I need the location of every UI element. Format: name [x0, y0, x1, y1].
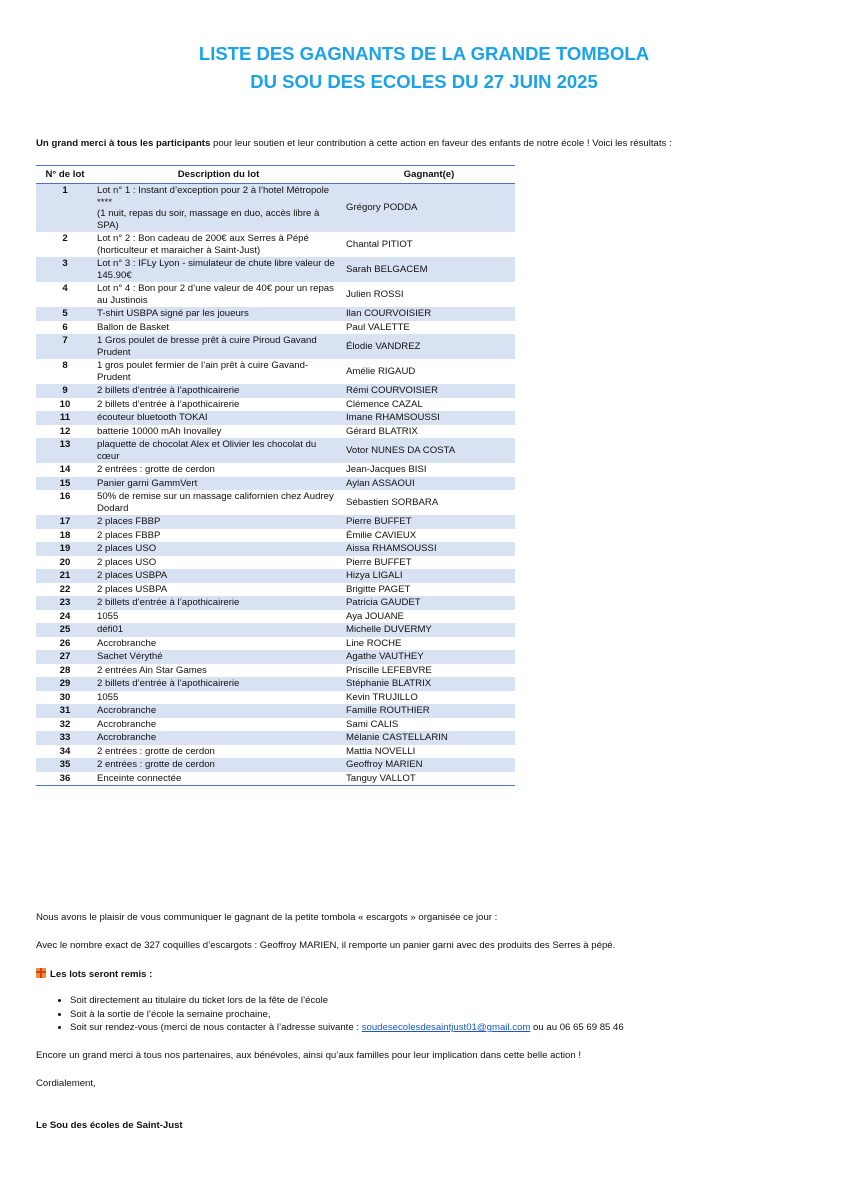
lot-description-cell: Ballon de Basket: [97, 321, 169, 333]
table-row: [36, 184, 515, 233]
lot-number-cell: 10: [59, 398, 71, 410]
winner-cell: Gérard BLATRIX: [346, 425, 418, 437]
winner-cell: Jean-Jacques BISI: [346, 464, 427, 475]
lot-description-cell: 2 billets d’entrée à l’apothicairerie: [97, 398, 240, 410]
lot-number-cell: 22: [59, 583, 71, 595]
winner-cell: Julien ROSSI: [346, 288, 404, 300]
winner-cell: Line ROCHE: [346, 637, 402, 649]
table-row: [36, 569, 515, 583]
lot-number-cell: 13: [36, 438, 94, 463]
lot-description-cell: T-shirt USBPA signé par les joueurs: [94, 307, 343, 321]
table-row: [36, 398, 515, 412]
lot-number-cell: 15: [36, 477, 94, 491]
winner-cell: Michelle DUVERMY: [343, 623, 515, 637]
lot-description-cell: Accrobranche: [94, 704, 343, 718]
winner-cell: Élodie VANDREZ: [343, 334, 515, 359]
table-row: [36, 334, 515, 359]
lot-number-cell: 36: [59, 772, 71, 784]
winner-cell: Aylan ASSAOUI: [343, 477, 515, 491]
lot-number-cell: 19: [36, 542, 94, 556]
winner-cell: Grégory PODDA: [343, 184, 515, 233]
winner-cell: Sami CALIS: [346, 718, 399, 730]
table-row: [36, 583, 515, 597]
table-row: [36, 515, 515, 529]
winner-cell: Imane RHAMSOUSSI: [343, 411, 515, 425]
table-row: [36, 384, 515, 398]
table-row: [36, 257, 515, 282]
winner-cell: Émilie CAVIEUX: [346, 529, 417, 541]
header-description: Description du lot: [94, 166, 343, 184]
lot-number-cell: 6: [62, 321, 68, 333]
winner-cell: Mélanie CASTELLARIN: [343, 731, 515, 745]
table-row: [36, 359, 515, 384]
winner-cell: Patricia GAUDET: [343, 596, 515, 610]
table-row: [36, 745, 515, 759]
lot-number-cell: 28: [59, 664, 71, 676]
winner-cell: Tanguy VALLOT: [346, 772, 416, 784]
signature: Le Sou des écoles de Saint-Just: [36, 1120, 183, 1131]
lot-description-cell: 2 entrées : grotte de cerdon: [94, 758, 343, 772]
table-row: [36, 438, 515, 463]
lot-description-cell: Accrobranche: [94, 731, 343, 745]
lot-description-cell: Lot n° 4 : Bon pour 2 d’une valeur de 40€ pour un repas au Justinois: [97, 283, 334, 306]
intro-rest: pour leur soutien et leur contribution à cette action en faveur des enfants de notre école ! Voici les résultats :: [210, 138, 672, 149]
lot-number-cell: 26: [59, 637, 71, 649]
table-row: [36, 731, 515, 745]
lot-description-cell: 2 places USBPA: [97, 583, 168, 595]
lot-number-cell: 18: [59, 529, 71, 541]
winners-table: [36, 165, 515, 786]
table-row: [36, 650, 515, 664]
lot-description-cell: 2 billets d’entrée à l’apothicairerie: [94, 677, 343, 691]
winner-cell: Brigitte PAGET: [346, 583, 411, 595]
lot-number-cell: 27: [36, 650, 94, 664]
lot-description-cell: 2 places USO: [97, 556, 157, 568]
table-row: [36, 623, 515, 637]
winner-cell: Chantal PITIOT: [346, 238, 413, 250]
lot-description-cell: 2 billets d’entrée à l’apothicairerie: [94, 596, 343, 610]
table-row: [36, 425, 515, 439]
lot-number-cell: 21: [36, 569, 94, 583]
lot-number-cell: 16: [59, 491, 71, 502]
title-line-1: LISTE DES GAGNANTS DE LA GRANDE TOMBOLA: [198, 43, 650, 64]
page-title: [0, 40, 848, 96]
table-row: [36, 704, 515, 718]
lot-number-cell: 3: [36, 257, 94, 282]
lot-number-cell: 35: [36, 758, 94, 772]
lot-description-cell: batterie 10000 mAh Inovalley: [97, 425, 222, 437]
lot-number-cell: 2: [62, 233, 68, 244]
winner-cell: Sarah BELGACEM: [343, 257, 515, 282]
remise-heading-label: Les lots seront remis :: [50, 969, 153, 980]
petite-tombola-text: Nous avons le plaisir de vous communiquer le gagnant de la petite tombola « escargots » organisée ce jour :: [36, 912, 498, 923]
lot-description-cell: 50% de remise sur un massage californien chez Audrey Dodard: [97, 491, 334, 514]
lot-number-cell: 25: [36, 623, 94, 637]
lot-number-cell: 29: [36, 677, 94, 691]
table-row: [36, 664, 515, 678]
table-row: [36, 307, 515, 321]
lot-description-cell: 2 places USO: [94, 542, 343, 556]
lot-number-cell: 34: [59, 745, 71, 757]
escargots-result-text: Avec le nombre exact de 327 coquilles d’escargots : Geoffroy MARIEN, il remporte un panier garni avec des produits des Serres à pépé.: [36, 940, 616, 951]
table-row: [36, 232, 515, 257]
lot-description-cell: 2 entrées Ain Star Games: [97, 664, 207, 676]
contact-prefix: Soit sur rendez-vous (merci de nous contacter à l’adresse suivante :: [70, 1022, 362, 1033]
table-row: [36, 411, 515, 425]
lot-number-cell: 17: [36, 515, 94, 529]
remise-list: [36, 994, 624, 1035]
lot-description-cell: Panier garni GammVert: [94, 477, 343, 491]
winner-cell: Rémi COURVOISIER: [343, 384, 515, 398]
lot-number-cell: 5: [36, 307, 94, 321]
lot-description-cell: Lot n° 3 : IFLy Lyon - simulateur de chute libre valeur de 145.90€: [94, 257, 343, 282]
lot-description-cell: Enceinte connectée: [97, 772, 182, 784]
winner-cell: Sébastien SORBARA: [346, 496, 439, 508]
table-row: [36, 758, 515, 772]
email-link[interactable]: soudesecolesdesaintjust01@gmail.com: [361, 1022, 531, 1033]
lot-description-cell: 2 places FBBP: [97, 529, 161, 541]
header-lot-number: N° de lot: [36, 166, 94, 184]
header-winner: Gagnant(e): [343, 166, 515, 184]
lot-number-cell: 24: [59, 610, 71, 622]
intro-bold: Un grand merci à tous les participants: [36, 138, 211, 149]
winner-cell: Votor NUNES DA COSTA: [343, 438, 515, 463]
table-row: [36, 556, 515, 570]
intro-paragraph: [36, 138, 816, 150]
lot-description-cell: Accrobranche: [97, 637, 157, 649]
lot-number-cell: 11: [36, 411, 94, 425]
winner-cell: Pierre BUFFET: [346, 556, 412, 568]
lot-description-cell: 2 billets d’entrée à l’apothicairerie: [94, 384, 343, 398]
winner-cell: Paul VALETTE: [346, 321, 410, 333]
lot-number-cell: 4: [62, 283, 68, 294]
lot-number-cell: 1: [36, 184, 94, 233]
table-row: [36, 677, 515, 691]
lot-number-cell: 14: [59, 464, 71, 475]
lot-description-cell: 1055: [97, 691, 119, 703]
winner-cell: Clémence CAZAL: [346, 398, 423, 410]
table-row: [36, 477, 515, 491]
table-row: [36, 596, 515, 610]
winner-cell: Mattia NOVELLI: [346, 745, 416, 757]
lot-number-cell: 30: [59, 691, 71, 703]
table-row: [36, 542, 515, 556]
table-row: [36, 321, 515, 335]
table-row: [36, 282, 515, 307]
lot-description-cell: 1055: [97, 610, 119, 622]
lot-number-cell: 8: [62, 360, 68, 371]
table-row: [36, 772, 515, 786]
lot-number-cell: 32: [59, 718, 71, 730]
lot-description-cell: 2 entrées : grotte de cerdon: [97, 745, 215, 757]
lot-number-cell: 7: [36, 334, 94, 359]
table-body: [36, 184, 515, 786]
table-row: [36, 490, 515, 515]
winner-cell: Amélie RIGAUD: [346, 365, 416, 377]
lot-number-cell: 33: [36, 731, 94, 745]
lot-description-cell: 1 gros poulet fermier de l’ain prêt à cuire Gavand-Prudent: [97, 360, 309, 383]
lot-description-cell: Accrobranche: [97, 718, 157, 730]
winner-cell: Famille ROUTHIER: [343, 704, 515, 718]
winner-cell: Stéphanie BLATRIX: [343, 677, 515, 691]
table-row: [36, 718, 515, 732]
gift-icon: [36, 968, 46, 978]
lot-number-cell: 31: [36, 704, 94, 718]
table-row: [36, 610, 515, 624]
winner-cell: Kevin TRUJILLO: [346, 691, 418, 703]
lot-description-cell: plaquette de chocolat Alex et Olivier les chocolat du cœur: [94, 438, 343, 463]
lot-description-cell: écouteur bluetooth TOKAI: [94, 411, 343, 425]
list-item: • Soit directement au titulaire du ticket lors de la fête de l’école: [70, 994, 624, 1008]
table-row: [36, 691, 515, 705]
table-row: [36, 463, 515, 477]
list-item: • Soit à la sortie de l’école la semaine prochaine,: [70, 1008, 624, 1022]
winner-cell: Pierre BUFFET: [343, 515, 515, 529]
winner-cell: Geoffroy MARIEN: [343, 758, 515, 772]
lot-description-cell: 2 places USBPA: [94, 569, 343, 583]
title-line-2: DU SOU DES ECOLES DU 27 JUIN 2025: [250, 71, 598, 92]
lot-description-cell: Lot n° 1 : Instant d’exception pour 2 à l’hotel Métropole **** (1 nuit, repas du soir, massage en duo, accès libre à SPA): [94, 184, 343, 233]
winner-cell: Ilan COURVOISIER: [343, 307, 515, 321]
lot-number-cell: 20: [59, 556, 71, 568]
contact-suffix: ou au 06 65 69 85 46: [530, 1022, 624, 1033]
lot-number-cell: 12: [59, 425, 71, 437]
list-item: [70, 1021, 624, 1035]
lot-description-cell: Lot n° 2 : Bon cadeau de 200€ aux Serres à Pépé (horticulteur et maraicher à Saint-Just): [97, 233, 309, 256]
winner-cell: Aissa RHAMSOUSSI: [343, 542, 515, 556]
closing-text: Cordialement,: [36, 1078, 96, 1089]
remise-heading: [36, 968, 826, 981]
winner-cell: Aya JOUANE: [346, 610, 404, 622]
lot-description-cell: 2 entrées : grotte de cerdon: [97, 464, 215, 475]
winner-cell: Hizya LIGALI: [343, 569, 515, 583]
lot-description-cell: Sachet Vérythé: [94, 650, 343, 664]
lot-number-cell: 23: [36, 596, 94, 610]
lot-description-cell: 1 Gros poulet de bresse prêt à cuire Piroud Gavand Prudent: [94, 334, 343, 359]
lot-number-cell: 9: [36, 384, 94, 398]
table-row: [36, 529, 515, 543]
table-row: [36, 637, 515, 651]
winner-cell: Priscille LEFEBVRE: [346, 664, 432, 676]
winner-cell: Agathe VAUTHEY: [343, 650, 515, 664]
lot-description-cell: défi01: [94, 623, 343, 637]
thanks-text: Encore un grand merci à tous nos partenaires, aux bénévoles, ainsi qu’aux familles pour leur implication dans cette belle action !: [36, 1050, 582, 1061]
lot-description-cell: 2 places FBBP: [94, 515, 343, 529]
table-header-row: [36, 166, 515, 184]
